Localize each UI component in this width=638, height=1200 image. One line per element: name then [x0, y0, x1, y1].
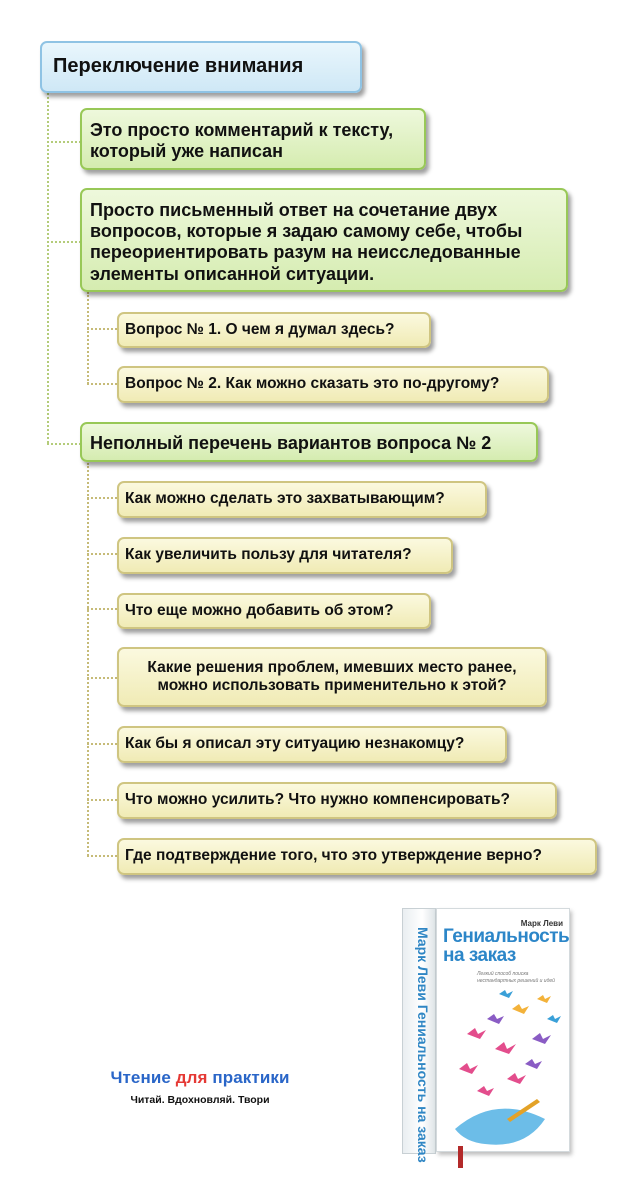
sub-connector-b — [87, 463, 89, 856]
book-image — [402, 908, 574, 1163]
branch-node-comment — [80, 108, 426, 170]
brand-name — [90, 1068, 310, 1088]
bookmark-ribbon — [458, 1146, 463, 1168]
sub-connector-b6 — [87, 799, 117, 801]
brand-logo — [90, 1068, 310, 1106]
branch-connector-3 — [47, 443, 81, 445]
variant-node-6 — [117, 782, 557, 819]
variant-node-3 — [117, 593, 431, 629]
sub-connector-b1 — [87, 497, 117, 499]
book-subtitle: Легкий способ поиска нестандартных решений и идей — [477, 971, 555, 984]
variant-node-7 — [117, 838, 597, 875]
book-title: Гениальность на заказ — [443, 926, 570, 967]
question-label: Вопрос № 1. О чем я думал здесь? — [125, 320, 395, 338]
root-label: Переключение внимания — [53, 55, 304, 78]
variant-node-1 — [117, 481, 487, 518]
variant-label: Как увеличить пользу для читателя? — [125, 546, 412, 564]
brand-name-part2: для — [175, 1068, 208, 1087]
book-cover — [436, 908, 570, 1152]
question-node-1 — [117, 312, 431, 348]
branch-label: Это просто комментарий к тексту, который уже написан — [90, 120, 394, 162]
variant-label: Где подтверждение того, что это утверждение верно? — [125, 847, 542, 865]
branch-connector-1 — [47, 141, 81, 143]
branch-label: Просто письменный ответ на сочетание двух вопросов, которые я задаю самому себе, чтобы переориентировать разум на неисследованные элементы описанной ситуации. — [90, 200, 523, 284]
sub-connector-b7 — [87, 855, 117, 857]
variant-node-4 — [117, 647, 547, 707]
brand-name-part1: Чтение — [110, 1068, 176, 1087]
book-spine-title: Марк Леви Гениальность на заказ — [415, 927, 431, 1163]
brand-name-part3: практики — [207, 1068, 290, 1087]
sub-connector-b4 — [87, 677, 117, 679]
root-node — [40, 41, 362, 93]
sub-connector-a2 — [87, 383, 117, 385]
variant-label: Как бы я описал эту ситуацию незнакомцу? — [125, 735, 465, 753]
sub-connector-a — [87, 292, 89, 384]
branch-node-variants — [80, 422, 538, 462]
branch-label: Неполный перечень вариантов вопроса № 2 — [90, 433, 492, 453]
branch-node-answer — [80, 188, 568, 292]
variant-label: Что можно усилить? Что нужно компенсировать? — [125, 791, 510, 809]
variant-label: Как можно сделать это захватывающим? — [125, 490, 445, 508]
birds-illustration — [437, 979, 570, 1152]
variant-node-2 — [117, 537, 453, 574]
book-spine — [402, 908, 436, 1163]
variant-label: Что еще можно добавить об этом? — [125, 601, 394, 619]
question-label: Вопрос № 2. Как можно сказать это по-другому? — [125, 375, 500, 393]
brand-tagline: Читай. Вдохновляй. Твори — [130, 1094, 270, 1106]
sub-connector-b2 — [87, 553, 117, 555]
variant-label: Какие решения проблем, имевших место ранее, можно использовать применительно к этой? — [147, 658, 517, 694]
book-author: Марк Леви — [520, 919, 563, 928]
branch-connector-2 — [47, 241, 81, 243]
sub-connector-b3 — [87, 608, 117, 610]
sub-connector-b5 — [87, 743, 117, 745]
question-node-2 — [117, 366, 549, 403]
trunk-connector — [47, 93, 49, 443]
sub-connector-a1 — [87, 328, 117, 330]
variant-node-5 — [117, 726, 507, 763]
